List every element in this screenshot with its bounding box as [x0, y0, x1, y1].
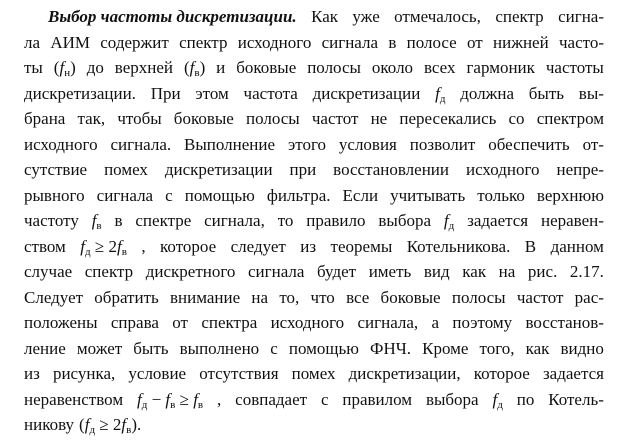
- word: дискретного: [145, 262, 236, 281]
- word: частоты: [545, 58, 604, 77]
- word: правило: [306, 211, 366, 230]
- word: верхнюю: [536, 185, 604, 205]
- text-line: [24, 387, 604, 413]
- math-formula: $(f_д \ge 2f_в)$.: [79, 415, 142, 436]
- math-formula: $(f_в)$: [183, 58, 206, 79]
- word: до: [86, 58, 104, 77]
- word: частота: [243, 83, 298, 103]
- math-formula: $(f_н)$: [53, 58, 76, 79]
- word: полосы: [245, 109, 300, 128]
- word: ление: [24, 338, 66, 358]
- word: дискретизации: [164, 160, 273, 179]
- word: в: [388, 32, 397, 52]
- word: помощью: [288, 338, 359, 358]
- word: уже: [352, 7, 380, 26]
- word: сигнала: [248, 262, 305, 281]
- text-line: [24, 183, 604, 209]
- word: непре-: [556, 160, 604, 179]
- word: сигнала,: [357, 313, 419, 332]
- word: и: [216, 58, 226, 77]
- word: совпадает: [235, 389, 308, 409]
- word: справа: [110, 313, 159, 332]
- word: выбора: [378, 211, 432, 230]
- word: верхней: [114, 58, 174, 77]
- word: ла: [24, 32, 41, 52]
- text-line: [24, 132, 604, 158]
- word: спектр: [84, 262, 134, 281]
- word: отсутствия: [199, 364, 279, 383]
- word: пересекались: [399, 109, 497, 128]
- word: только: [477, 185, 525, 205]
- word: учитывать: [390, 185, 466, 205]
- word: положены: [24, 313, 98, 332]
- word: обратить: [94, 287, 159, 307]
- word: спектре: [135, 211, 192, 230]
- word: правилом: [342, 389, 413, 409]
- math-formula: $f_д$: [443, 211, 455, 232]
- word: то,: [279, 287, 300, 307]
- word: Кроме: [422, 338, 469, 358]
- word: брана: [24, 109, 66, 128]
- word: восстанов-: [525, 313, 604, 332]
- word: ты: [24, 58, 43, 77]
- text-line: [24, 208, 604, 234]
- word: данном: [550, 236, 604, 256]
- text-line: [24, 336, 604, 362]
- word: чтобы: [117, 109, 162, 128]
- word: условие: [128, 364, 187, 383]
- word: то: [277, 211, 294, 230]
- word: полосы: [451, 287, 506, 307]
- word: позволит: [409, 134, 476, 154]
- word: боковые: [380, 287, 441, 307]
- word: Котель-: [548, 389, 604, 409]
- word: которое: [473, 364, 530, 383]
- word: условия: [338, 134, 397, 154]
- word: боковые: [236, 58, 297, 77]
- word: сигнала.: [110, 134, 172, 154]
- word: может: [76, 338, 123, 358]
- word: частоту: [24, 211, 79, 230]
- word: которое: [160, 236, 217, 256]
- text-line: [24, 81, 604, 107]
- word: исходного: [237, 32, 312, 52]
- word: сутствие: [24, 160, 88, 179]
- word: все: [346, 287, 370, 307]
- word: В: [524, 236, 537, 256]
- word: на: [251, 287, 269, 307]
- word: неравен-: [540, 211, 604, 230]
- word: выполнено: [179, 338, 260, 358]
- math-formula: $f_д - f_в \ge f_в$: [136, 389, 204, 411]
- word: вид: [423, 262, 450, 281]
- word: ством: [24, 236, 66, 256]
- word: Выполнение: [184, 134, 276, 154]
- word: задается: [467, 211, 529, 230]
- word: помех: [104, 160, 148, 179]
- word: в: [114, 211, 123, 230]
- word: гармоник: [466, 58, 535, 77]
- word: исходного: [270, 313, 345, 332]
- word: отмечалось,: [394, 7, 481, 26]
- word: выбора: [425, 389, 479, 409]
- word: спектра: [201, 313, 258, 332]
- text-line: [24, 234, 604, 260]
- word: сигнала: [96, 185, 154, 205]
- word: вы-: [578, 83, 604, 103]
- word: так,: [77, 109, 106, 128]
- word: спектр: [495, 7, 544, 26]
- text-line: [24, 361, 604, 387]
- word: быть: [133, 338, 169, 358]
- text-line: [24, 55, 604, 81]
- word: Как: [311, 7, 338, 26]
- text-line: [24, 106, 604, 132]
- word: рис.: [527, 262, 558, 281]
- word: с: [165, 185, 173, 205]
- word: этом: [195, 83, 229, 103]
- word: на: [498, 262, 516, 281]
- word: что: [310, 287, 335, 307]
- section-heading: Выбор частоты дискретизации.: [48, 7, 297, 26]
- word: рисунка,: [52, 364, 116, 383]
- word: будет: [317, 262, 357, 281]
- word: ,: [141, 236, 146, 256]
- word: нижней: [493, 32, 549, 52]
- word: содержит: [100, 32, 169, 52]
- word: боковые: [173, 109, 234, 128]
- word: помощью: [184, 185, 255, 205]
- word: должна: [460, 83, 514, 103]
- word: всех: [423, 58, 456, 77]
- word: полосы: [307, 58, 361, 77]
- word: обеспечить: [488, 134, 570, 154]
- text-line: [24, 285, 604, 311]
- word: восстановлении: [333, 160, 450, 179]
- text-line: [24, 30, 604, 56]
- word: сигна-: [558, 7, 604, 26]
- word: частот: [311, 109, 359, 128]
- text-line: [24, 4, 604, 30]
- word: сигнала,: [204, 211, 265, 230]
- word: никову: [24, 415, 75, 434]
- text-line: [24, 157, 604, 183]
- math-formula: $f_д$: [435, 83, 446, 105]
- word: следует: [230, 236, 286, 256]
- word: полосе: [406, 32, 457, 52]
- math-formula: $f_д$: [492, 389, 503, 411]
- word: внимание: [170, 287, 241, 307]
- text-line: [24, 259, 604, 285]
- word: дискретизации.: [24, 83, 136, 103]
- word: от: [467, 32, 483, 52]
- word: с: [270, 338, 278, 358]
- word: по: [516, 389, 535, 409]
- word: того,: [479, 338, 515, 358]
- text-page: [24, 4, 604, 438]
- word: рас-: [574, 287, 604, 307]
- word: неравенством: [24, 389, 124, 409]
- word: АИМ: [50, 32, 90, 52]
- word: Котельникова.: [406, 236, 511, 256]
- word: с: [320, 389, 329, 409]
- word: исходного: [24, 134, 98, 154]
- word: помех: [291, 364, 336, 383]
- word: быть: [528, 83, 565, 103]
- word: этого: [287, 134, 327, 154]
- word: ,: [217, 389, 222, 409]
- word: случае: [24, 262, 73, 281]
- word: часто-: [558, 32, 604, 52]
- word: от: [172, 313, 188, 332]
- word: При: [150, 83, 181, 103]
- word: спектр: [179, 32, 228, 52]
- word: Следует: [24, 287, 84, 307]
- word: дискретизации,: [348, 364, 461, 383]
- word: как: [462, 262, 487, 281]
- word: из: [24, 364, 40, 383]
- word: при: [289, 160, 317, 179]
- word: 2.17.: [569, 262, 604, 281]
- math-formula: $f_в$: [91, 211, 102, 232]
- word: со: [508, 109, 525, 128]
- word: не: [370, 109, 388, 128]
- text-line: [24, 310, 604, 336]
- text-line: [24, 412, 604, 438]
- word: а: [431, 313, 440, 332]
- word: видно: [560, 338, 604, 358]
- word: ФНЧ.: [370, 338, 412, 358]
- word: поэтому: [452, 313, 513, 332]
- word: спектром: [536, 109, 604, 128]
- word: дискретизации: [312, 83, 421, 103]
- word: из: [300, 236, 317, 256]
- word: иметь: [368, 262, 412, 281]
- word: Если: [342, 185, 379, 205]
- word: теоремы: [330, 236, 393, 256]
- word: от-: [582, 134, 604, 154]
- word: фильтра.: [266, 185, 331, 205]
- word: рывного: [24, 185, 85, 205]
- word: частот: [516, 287, 564, 307]
- word: как: [525, 338, 550, 358]
- math-formula: $f_д \ge 2f_в$: [80, 236, 127, 258]
- word: задается: [542, 364, 604, 383]
- word: исходного: [465, 160, 540, 179]
- word: около: [371, 58, 414, 77]
- word: сигнала: [321, 32, 379, 52]
